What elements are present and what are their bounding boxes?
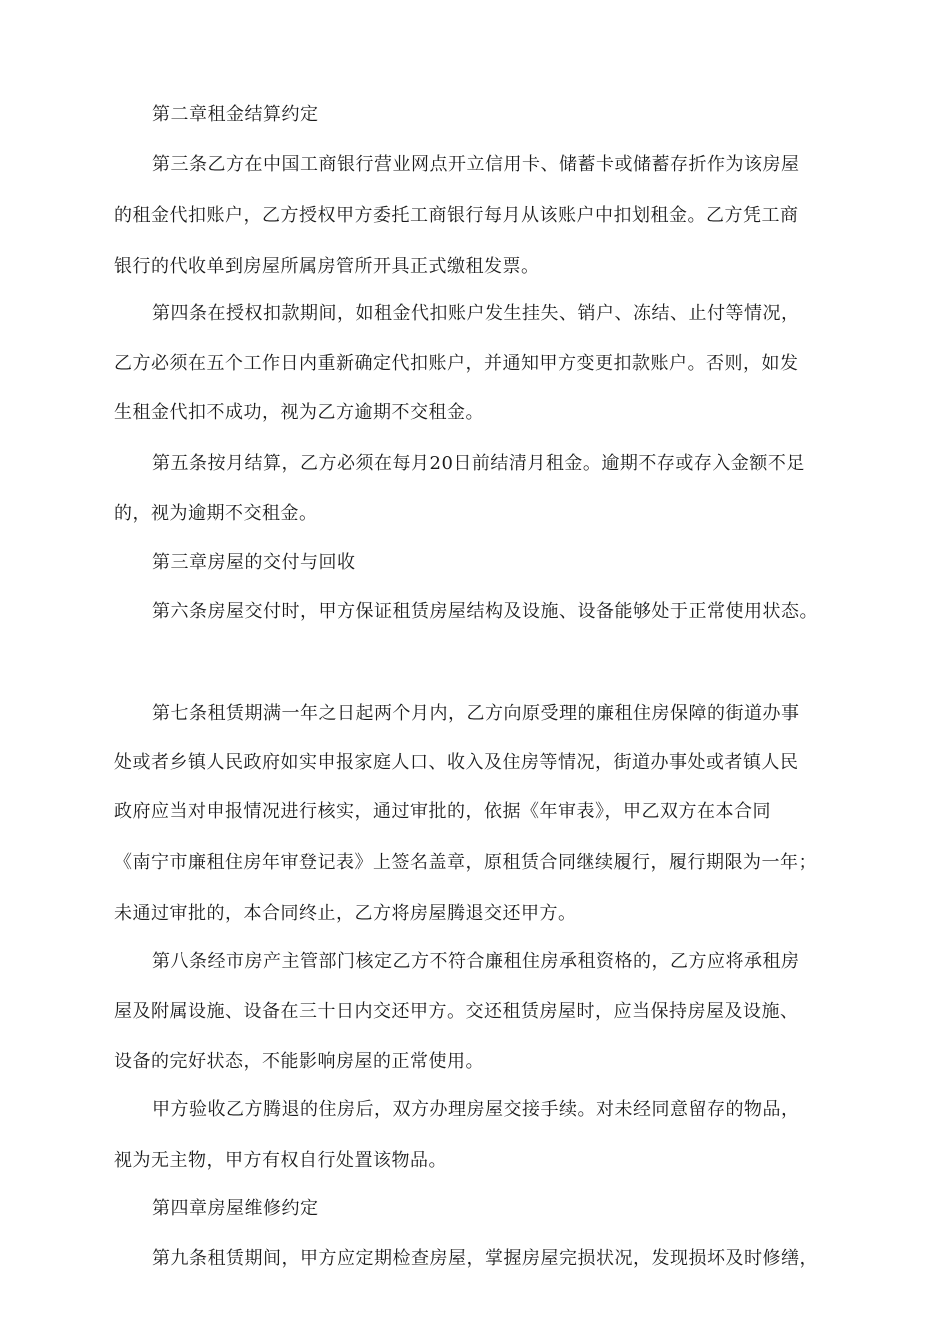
chapter-2-heading: 第二章租金结算约定 xyxy=(152,104,319,125)
article-7-line-3: 政府应当对申报情况进行核实，通过审批的，依据《年审表》，甲乙双方在本合同 xyxy=(114,801,771,822)
article-4-line-3: 生租金代扣不成功，视为乙方逾期不交租金。 xyxy=(114,402,484,423)
chapter-3-heading: 第三章房屋的交付与回收 xyxy=(152,552,356,573)
article-7-line-5: 未通过审批的，本合同终止，乙方将房屋腾退交还甲方。 xyxy=(114,903,577,924)
article-5-line-2: 的，视为逾期不交租金。 xyxy=(114,503,318,524)
article-3-line-1: 第三条乙方在中国工商银行营业网点开立信用卡、储蓄卡或储蓄存折作为该房屋 xyxy=(152,154,800,175)
article-4-line-2: 乙方必须在五个工作日内重新确定代扣账户，并通知甲方变更扣款账户。否则，如发 xyxy=(114,353,799,374)
article-8-line-1: 第八条经市房产主管部门核定乙方不符合廉租住房承租资格的，乙方应将承租房 xyxy=(152,951,800,972)
chapter-4-heading: 第四章房屋维修约定 xyxy=(152,1198,319,1219)
article-5-line-1: 第五条按月结算，乙方必须在每月20日前结清月租金。逾期不存或存入金额不足 xyxy=(152,453,805,474)
handover-line-1: 甲方验收乙方腾退的住房后，双方办理房屋交接手续。对未经同意留存的物品， xyxy=(152,1099,800,1120)
article-3-line-2: 的租金代扣账户，乙方授权甲方委托工商银行每月从该账户中扣划租金。乙方凭工商 xyxy=(114,205,799,226)
article-8-line-3: 设备的完好状态，不能影响房屋的正常使用。 xyxy=(114,1051,484,1072)
article-6-line-1: 第六条房屋交付时，甲方保证租赁房屋结构及设施、设备能够处于正常使用状态。 xyxy=(152,601,818,622)
article-7-line-2: 处或者乡镇人民政府如实申报家庭人口、收入及住房等情况，街道办事处或者镇人民 xyxy=(114,752,799,773)
article-8-line-2: 屋及附属设施、设备在三十日内交还甲方。交还租赁房屋时，应当保持房屋及设施、 xyxy=(114,1001,799,1022)
article-4-line-1: 第四条在授权扣款期间，如租金代扣账户发生挂失、销户、冻结、止付等情况， xyxy=(152,303,800,324)
article-9-line-1: 第九条租赁期间，甲方应定期检查房屋，掌握房屋完损状况，发现损坏及时修缮， xyxy=(152,1248,818,1269)
article-7-line-4: 《南宁市廉租住房年审登记表》上签名盖章，原租赁合同继续履行，履行期限为一年； xyxy=(114,852,817,873)
article-7-line-1: 第七条租赁期满一年之日起两个月内，乙方向原受理的廉租住房保障的街道办事 xyxy=(152,703,800,724)
handover-line-2: 视为无主物，甲方有权自行处置该物品。 xyxy=(114,1150,447,1171)
article-3-line-3: 银行的代收单到房屋所属房管所开具正式缴租发票。 xyxy=(114,256,540,277)
